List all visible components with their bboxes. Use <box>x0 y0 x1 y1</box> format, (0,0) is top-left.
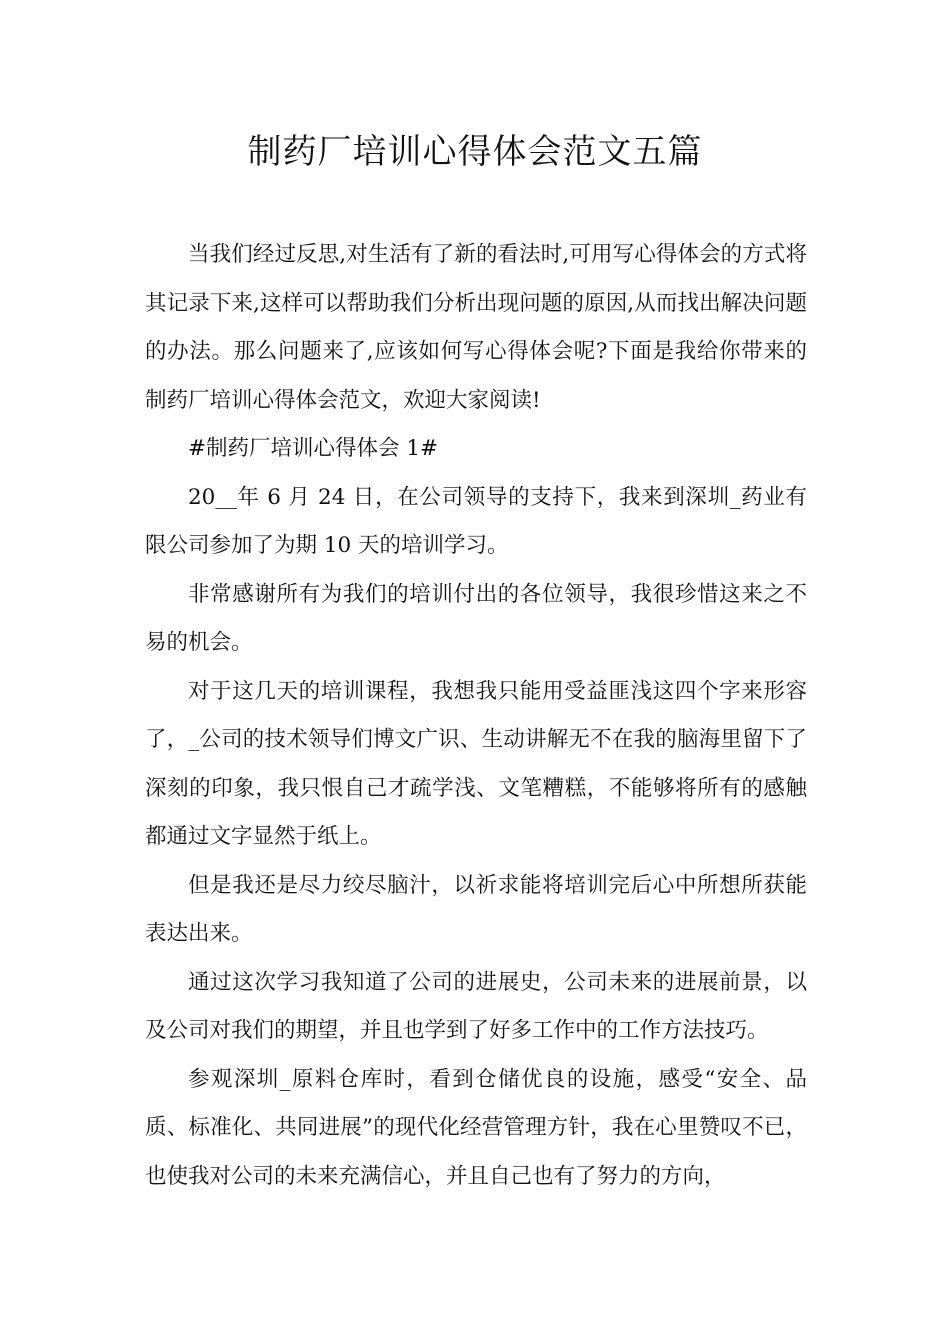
paragraph: 20__年 6 月 24 日，在公司领导的支持下，我来到深圳_药业有限公司参加了为期 10 天的培训学习。 <box>145 484 807 558</box>
paragraph: 对于这几天的培训课程，我想我只能用受益匪浅这四个字来形容了，_公司的技术领导们博文广识、生动讲解无不在我的脑海里留下了深刻的印象，我只恨自己才疏学浅、文笔糟糕，不能够将所有的感触都通过文字显然于纸上。 <box>145 678 807 849</box>
paragraph: 但是我还是尽力绞尽脑汁，以祈求能将培训完后心中所想所获能表达出来。 <box>145 872 807 946</box>
paragraph: 通过这次学习我知道了公司的进展史，公司未来的进展前景，以及公司对我们的期望，并且也学到了好多工作中的工作方法技巧。 <box>145 969 807 1043</box>
paragraph-intro: 当我们经过反思,对生活有了新的看法时,可用写心得体会的方式将其记录下来,这样可以帮助我们分析出现问题的原因,从而找出解决问题的办法。那么问题来了,应该如何写心得体会呢?下面是我给你带来的制药厂培训心得体会范文，欢迎大家阅读! <box>145 242 807 413</box>
paragraph: 参观深圳_原料仓库时，看到仓储优良的设施，感受“安全、品质、标准化、共同进展”的现代化经营管理方针，我在心里赞叹不已，也使我对公司的未来充满信心，并且自己也有了努力的方向， <box>145 1066 807 1189</box>
document-body <box>145 231 807 1201</box>
document-title: 制药厂培训心得体会范文五篇 <box>247 132 703 172</box>
paragraph: 非常感谢所有为我们的培训付出的各位领导，我很珍惜这来之不易的机会。 <box>145 581 807 655</box>
section-heading-1: #制药厂培训心得体会 1# <box>188 436 439 461</box>
